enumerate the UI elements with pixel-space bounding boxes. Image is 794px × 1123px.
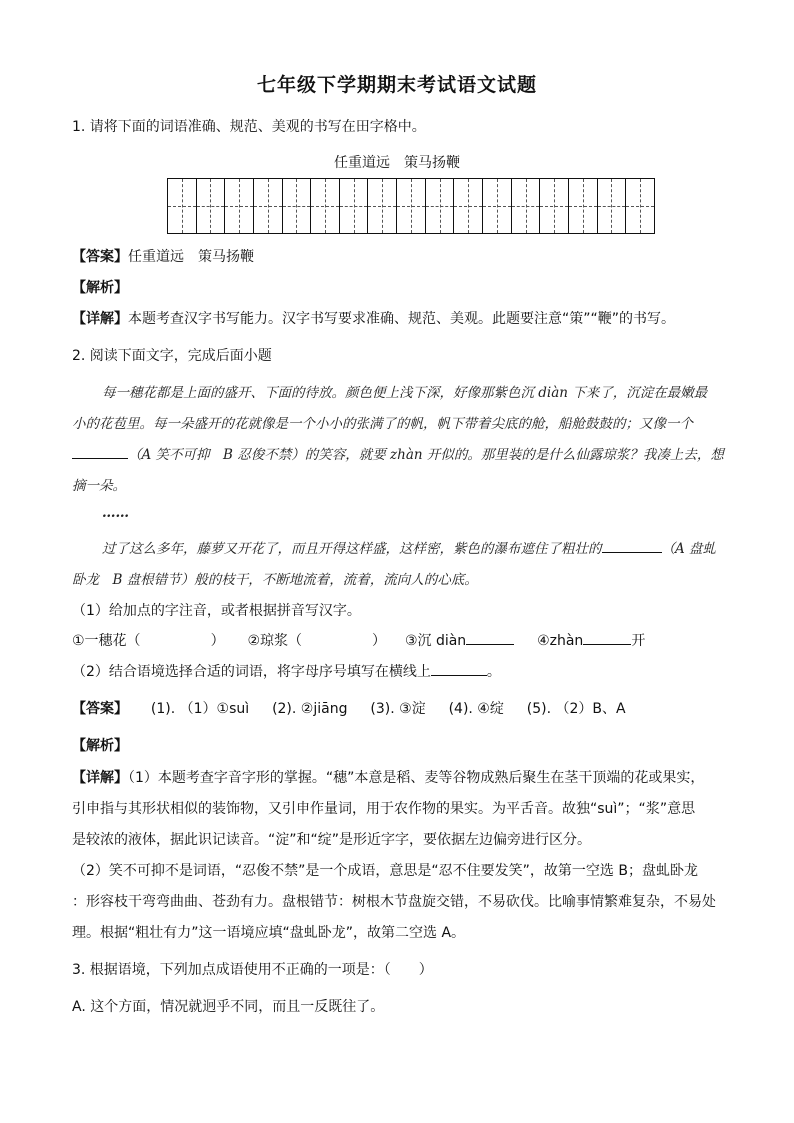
- tianzige-cell: [626, 179, 654, 233]
- passage-line: 卧龙 B 盘根错节）般的枝干，不断地流着，流着，流向人的心底。: [72, 572, 478, 588]
- tianzige-cell: [598, 179, 627, 233]
- tianzige-cell: [368, 179, 397, 233]
- question-1-words: 任重道远 策马扬鞭: [334, 155, 460, 171]
- sub-question-1: （1）给加点的字注音，或者根据拼音写汉字。: [72, 603, 361, 619]
- pinyin-options: [72, 630, 645, 650]
- detail-text: 本题考查汉字书写能力。汉字书写要求准确、规范、美观。此题要注意“策”“鞭”的书写。: [128, 311, 676, 327]
- detail-line: 引申指与其形状相似的装饰物，又引申作量词，用于农作物的果实。为平舌音。故独“suì”；“浆”意思: [72, 801, 696, 817]
- passage-line: 过了这么多年，藤萝又开花了，而且开得这样盛，这样密，紫色的瀑布遮住了粗壮的: [102, 541, 602, 557]
- tianzige-cell: [340, 179, 369, 233]
- page-title: 七年级下学期期末考试语文试题: [256, 74, 537, 96]
- option-2-end: ）: [372, 633, 387, 649]
- detail-line: 理。根据“粗壮有力”这一语境应填“盘虬卧龙”，故第二空选 A。: [72, 925, 466, 941]
- fill-blank: [431, 661, 487, 676]
- passage-line: 每一穗花都是上面的盛开、下面的待放。颜色便上浅下深，好像那紫色沉 diàn 下来了，沉淀在最嫩最: [102, 385, 708, 401]
- analysis-label: 【解析】: [72, 280, 128, 296]
- answer-item: (4). ④绽: [448, 701, 504, 717]
- answer-item: (5). （2）B、A: [526, 701, 626, 717]
- fill-blank: [466, 630, 514, 645]
- tianzige-cell: [311, 179, 340, 233]
- fill-blank: [583, 630, 631, 645]
- detail-line: （2）笑不可抑不是词语，“忍俊不禁”是一个成语，意思是“忍不住要发笑”，故第一空选 B；盘虬卧龙: [72, 863, 698, 879]
- question-1-prompt: 1. 请将下面的词语准确、规范、美观的书写在田字格中。: [72, 119, 426, 135]
- fill-blank: [602, 538, 662, 553]
- tianzige-grid: [167, 178, 655, 234]
- option-4-end: 开: [631, 633, 646, 649]
- passage-line: 摘一朵。: [72, 478, 126, 494]
- answer-label: 【答案】: [72, 701, 128, 717]
- sub-question-2: （2）结合语境选择合适的词语，将字母序号填写在横线上: [72, 664, 431, 680]
- tianzige-cell: [540, 179, 569, 233]
- analysis-label: 【解析】: [72, 738, 128, 754]
- question-2-prompt: 2. 阅读下面文字，完成后面小题: [72, 348, 272, 364]
- answer-row: [72, 698, 626, 718]
- tianzige-cell: [454, 179, 483, 233]
- answer-item: (3). ③淀: [370, 701, 426, 717]
- detail-line: （1）本题考查字音字形的掌握。“穗”本意是稻、麦等谷物成熟后聚生在茎干顶端的花或果实，: [128, 770, 705, 786]
- option-2: ②琼浆（: [247, 633, 303, 649]
- passage-line: （A 笑不可抑 B 忍俊不禁）的笑容，就要 zhàn 开似的。那里装的是什么仙露琼浆？我凑上去，想: [128, 447, 724, 463]
- tianzige-cell: [197, 179, 226, 233]
- tianzige-cell: [569, 179, 598, 233]
- passage-line: （A 盘虬: [661, 541, 717, 557]
- sub-question-2-end: 。: [486, 664, 501, 680]
- passage-line: 小的花苞里。每一朵盛开的花就像是一个小小的张满了的帆，帆下带着尖底的舱，船舱鼓鼓的；又像一个: [72, 416, 693, 432]
- detail-label: 【详解】: [72, 311, 128, 327]
- question-3-option-a: A. 这个方面，情况就迥乎不同，而且一反既往了。: [72, 999, 385, 1015]
- detail-label: 【详解】: [72, 770, 128, 786]
- tianzige-cell: [168, 179, 197, 233]
- fill-blank: [72, 444, 128, 459]
- detail-line: 是较浓的液体，据此识记读音。“淀”和“绽”是形近字字，要依据左边偏旁进行区分。: [72, 832, 592, 848]
- tianzige-cell: [225, 179, 254, 233]
- answer-label: 【答案】: [72, 249, 128, 265]
- option-3: ③沉 diàn: [404, 633, 467, 649]
- answer-item: (2). ②jiāng: [272, 701, 348, 717]
- tianzige-cell: [512, 179, 541, 233]
- ellipsis: ……: [102, 505, 129, 521]
- detail-line: ：形容枝干弯弯曲曲、苍劲有力。盘根错节：树根木节盘旋交错，不易砍伐。比喻事情繁难复杂，不易处: [72, 894, 716, 910]
- tianzige-cell: [483, 179, 512, 233]
- question-3-prompt: 3. 根据语境，下列加点成语使用不正确的一项是：（ ）: [72, 962, 433, 978]
- option-1: ①一穗花（: [72, 633, 141, 649]
- answer-text: 任重道远 策马扬鞭: [128, 249, 254, 265]
- option-1-end: ）: [210, 633, 225, 649]
- option-4: ④zhàn: [537, 633, 584, 649]
- answer-item: (1). （1）①suì: [150, 701, 250, 717]
- tianzige-cell: [254, 179, 283, 233]
- tianzige-cell: [397, 179, 426, 233]
- tianzige-cell: [283, 179, 312, 233]
- tianzige-cell: [426, 179, 455, 233]
